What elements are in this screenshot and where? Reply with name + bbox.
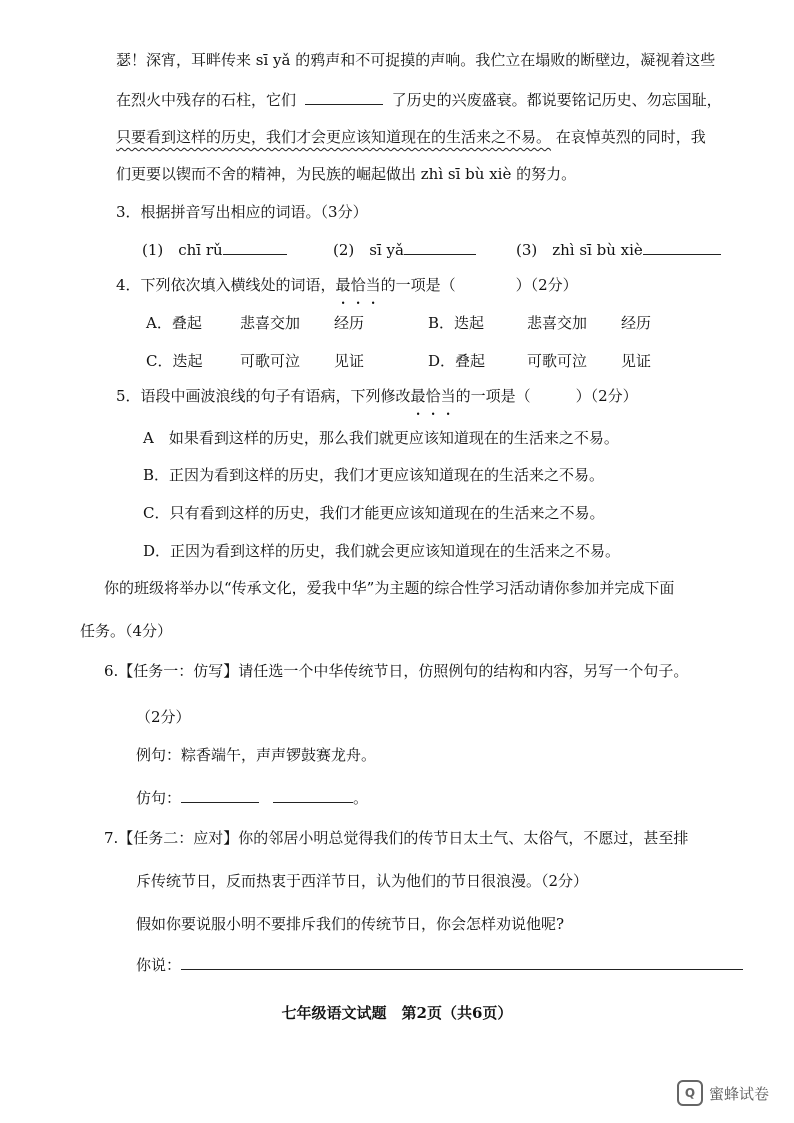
q5-option-b[interactable]: B．正因为看到这样的历史，我们才更应该知道现在的生活来之不易。 [143,466,605,484]
q3-stem: 3．根据拼音写出相应的词语。（3分） [116,203,368,221]
q4-option-a-2: 悲喜交加 [240,314,301,332]
q3-item-1-label: (1) chī rǔ [142,241,223,259]
q3-blank-3[interactable] [643,240,721,255]
q4-option-b-1[interactable]: B．迭起 [428,314,485,332]
q4-option-d-2: 可歌可泣 [527,352,588,370]
passage-line-2-a: 在烈火中残存的石柱，它们 [116,91,297,109]
passage-line-4: 们更要以锲而不舍的精神，为民族的崛起做出 zhì sī bù xiè 的努力。 [116,165,577,183]
q5-option-a[interactable]: A 如果看到这样的历史，那么我们就更应该知道现在的生活来之不易。 [143,429,619,447]
q5-stem-a: 5．语段中画波浪线的句子有语病，下列修改 [116,387,411,405]
q4-option-a-1[interactable]: A．叠起 [146,314,202,332]
q3-blank-2[interactable] [404,240,476,255]
q6-answer-label: 仿句： [136,789,182,807]
watermark-text: 蜜蜂试卷 [708,1084,769,1103]
q5-dotted-char: 当 [440,387,456,405]
watermark [677,1080,769,1106]
q6-answer-blank-2[interactable] [273,788,353,803]
q6-answer-end: 。 [353,789,369,807]
q7-stem-line-2: 斥传统节日，反而热衷于西洋节日，认为他们的节日很浪漫。（2分） [136,872,589,890]
q7-answer-blank[interactable] [181,955,743,970]
activity-intro-line-2: 任务。（4分） [80,622,173,640]
q4-dotted-char: 恰 [350,276,366,294]
passage-line-2-b: 了历史的兴废盛衰。都说要铭记历史、勿忘国耻， [391,91,722,109]
q5-option-d[interactable]: D．正因为看到这样的历史，我们就会更应该知道现在的生活来之不易。 [143,542,621,560]
activity-intro-line-1: 你的班级将举办以“传承文化，爱我中华”为主题的综合性学习活动请你参加并完成下面 [104,579,675,597]
passage-line-3 [116,126,706,148]
q3-item-2 [333,239,476,261]
q6-answer-blank-1[interactable] [181,788,259,803]
q6-example: 例句：粽香端午，声声锣鼓赛龙舟。 [136,746,377,764]
q5-option-c[interactable]: C．只有看到这样的历史，我们才能更应该知道现在的生活来之不易。 [143,504,605,522]
q5-stem-b: 的一项是（ ）（2分） [455,387,638,405]
q4-dotted-char: 当 [365,276,381,294]
q4-option-c-3: 见证 [334,352,365,370]
q4-option-d-1[interactable]: D．叠起 [428,352,486,370]
q7-answer [136,954,743,976]
q4-stem-a: 4．下列依次填入横线处的词语， [116,276,336,294]
q4-option-b-3: 经历 [621,314,652,332]
q4-stem [116,274,578,296]
q4-option-c-1[interactable]: C．迭起 [146,352,203,370]
q4-option-a-3: 经历 [334,314,365,332]
q5-dotted-char: 最 [410,387,426,405]
q5-stem [116,385,638,407]
q4-dotted-char: 最 [335,276,351,294]
q3-item-2-label: (2) sī yǎ [333,241,404,259]
q4-option-c-2: 可歌可泣 [240,352,301,370]
q4-stem-b: 的一项是（ ）（2分） [380,276,578,294]
passage-blank[interactable] [305,90,383,105]
q7-stem-line-1: 7.【任务二：应对】你的邻居小明总觉得我们的传节日太土气、太俗气，不愿过，甚至排 [104,829,689,847]
q7-stem-line-3: 假如你要说服小明不要排斥我们的传统节日，你会怎样劝说他呢? [136,915,565,933]
q3-item-3 [516,239,721,261]
passage-line-3-rest: 在哀悼英烈的同时，我 [555,128,706,146]
q6-score: （2分） [136,708,191,726]
q7-answer-label: 你说： [136,956,182,974]
watermark-logo-icon: Q [677,1080,703,1106]
wavy-underlined-sentence: 只要看到这样的历史，我们才会更应该知道现在的生活来之不易。 [116,128,552,146]
passage-line-2 [116,89,722,111]
q5-dotted-char: 恰 [425,387,441,405]
q6-answer [136,787,368,809]
passage-line-1: 瑟！深宵，耳畔传来 sī yǎ 的鸦声和不可捉摸的声响。我伫立在塌败的断壁边，凝视着这些 [116,51,716,69]
page-footer: 七年级语文试题 第2页（共6页） [281,1004,513,1022]
q6-stem: 6.【任务一：仿写】请任选一个中华传统节日，仿照例句的结构和内容，另写一个句子。 [104,662,689,680]
q3-item-1 [142,239,287,261]
q3-item-3-label: (3) zhì sī bù xiè [516,241,643,259]
q4-option-b-2: 悲喜交加 [527,314,588,332]
q3-blank-1[interactable] [223,240,287,255]
q4-option-d-3: 见证 [621,352,652,370]
